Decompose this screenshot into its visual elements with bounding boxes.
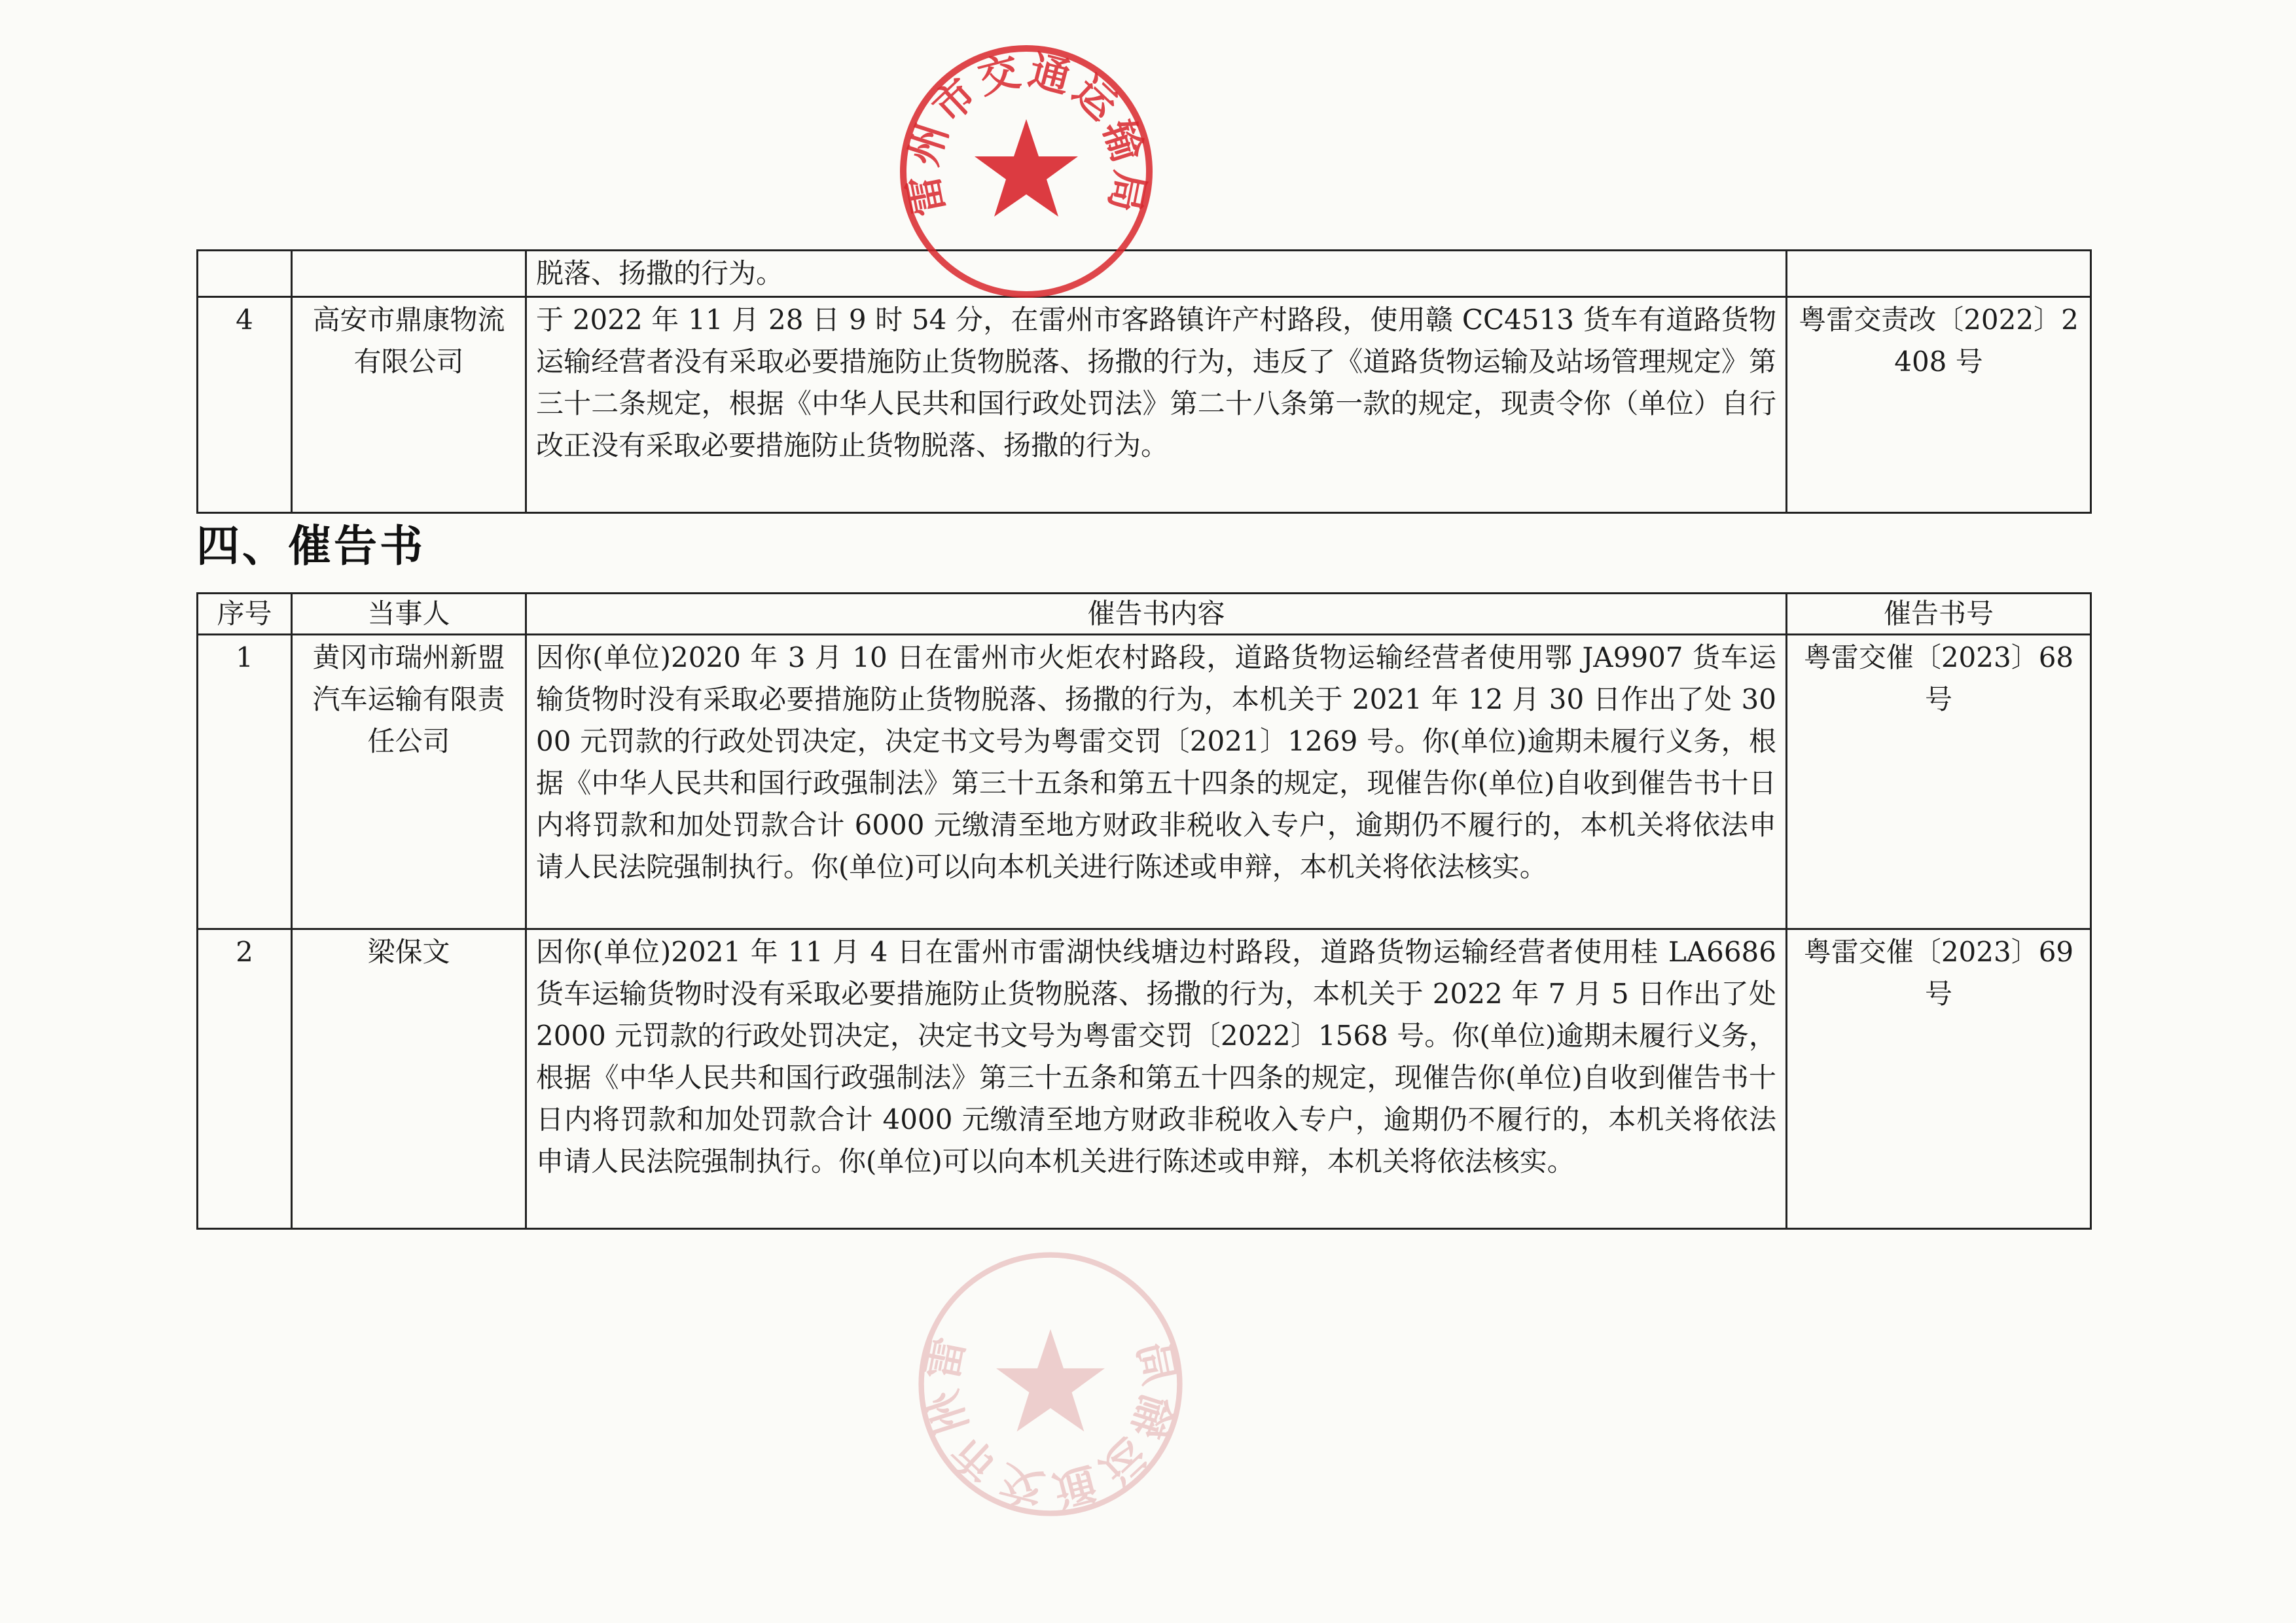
content-cell: 因你(单位)2020 年 3 月 10 日在雷州市火炬农村路段，道路货物运输经营者使用鄂 JA9907 货车运输货物时没有采取必要措施防止货物脱落、扬撒的行为，本机关于 2021 年 12 月 30 日作出了处 3000 元罚款的行政处罚决定，决定书文号为粤雷交罚〔2021〕1269 号。你(单位)逾期未履行义务，根据《中华人民共和国行政强制法》第三十五条和第五十四条的规定，现催告你(单位)自收到催告书十日内将罚款和加处罚款合计 6000 元缴清至地方财政非税收入专户，逾期仍不履行的，本机关将依法申请人民法院强制执行。你(单位)可以向本机关进行陈述或申辩，本机关将依法核实。: [526, 635, 1787, 929]
star-icon: [975, 119, 1078, 217]
column-header-doc-number: 催告书号: [1787, 594, 2091, 635]
seq-cell: 4: [198, 297, 292, 513]
content-cell: 脱落、扬撒的行为。: [526, 251, 1787, 297]
party-cell: [292, 251, 526, 297]
urge-notice-table: [196, 592, 2092, 1230]
table-header-row: [198, 594, 2091, 635]
doc-number-cell: 粤雷交催〔2023〕69 号: [1787, 929, 2091, 1229]
content-cell: 于 2022 年 11 月 28 日 9 时 54 分，在雷州市客路镇许产村路段，使用赣 CC4513 货车有道路货物运输经营者没有采取必要措施防止货物脱落、扬撒的行为，违反了《道路货物运输及站场管理规定》第三十二条规定，根据《中华人民共和国行政处罚法》第二十八条第一款的规定，现责令你（单位）自行改正没有采取必要措施防止货物脱落、扬撒的行为。: [526, 297, 1787, 513]
table-row: [198, 635, 2091, 929]
party-cell: 高安市鼎康物流有限公司: [292, 297, 526, 513]
party-cell: 梁保文: [292, 929, 526, 1229]
star-icon: [996, 1329, 1105, 1431]
column-header-party: 当事人: [292, 594, 526, 635]
table-row: [198, 929, 2091, 1229]
table-row: [198, 297, 2091, 513]
doc-number-cell: [1787, 251, 2091, 297]
column-header-seq: 序号: [198, 594, 292, 635]
seq-cell: [198, 251, 292, 297]
official-seal-stamp: [895, 41, 1157, 302]
seal-text: 雷州市交通运输局: [917, 1333, 1184, 1515]
section-heading: 四、催告书: [196, 521, 425, 571]
doc-number-cell: 粤雷交催〔2023〕68 号: [1787, 635, 2091, 929]
seq-cell: 2: [198, 929, 292, 1229]
seal-text: 雷州市交通运输局: [898, 46, 1155, 221]
doc-number-cell: 粤雷交责改〔2022〕2408 号: [1787, 297, 2091, 513]
faded-seal-stamp: [913, 1247, 1188, 1522]
seq-cell: 1: [198, 635, 292, 929]
column-header-content: 催告书内容: [526, 594, 1787, 635]
party-cell: 黄冈市瑞州新盟汽车运输有限责任公司: [292, 635, 526, 929]
content-cell: 因你(单位)2021 年 11 月 4 日在雷州市雷湖快线塘边村路段，道路货物运输经营者使用桂 LA6686 货车运输货物时没有采取必要措施防止货物脱落、扬撒的行为，本机关于 2022 年 7 月 5 日作出了处 2000 元罚款的行政处罚决定，决定书文号为粤雷交罚〔2022〕1568 号。你(单位)逾期未履行义务，根据《中华人民共和国行政强制法》第三十五条和第五十四条的规定，现催告你(单位)自收到催告书十日内将罚款和加处罚款合计 4000 元缴清至地方财政非税收入专户，逾期仍不履行的，本机关将依法申请人民法院强制执行。你(单位)可以向本机关进行陈述或申辩，本机关将依法核实。: [526, 929, 1787, 1229]
